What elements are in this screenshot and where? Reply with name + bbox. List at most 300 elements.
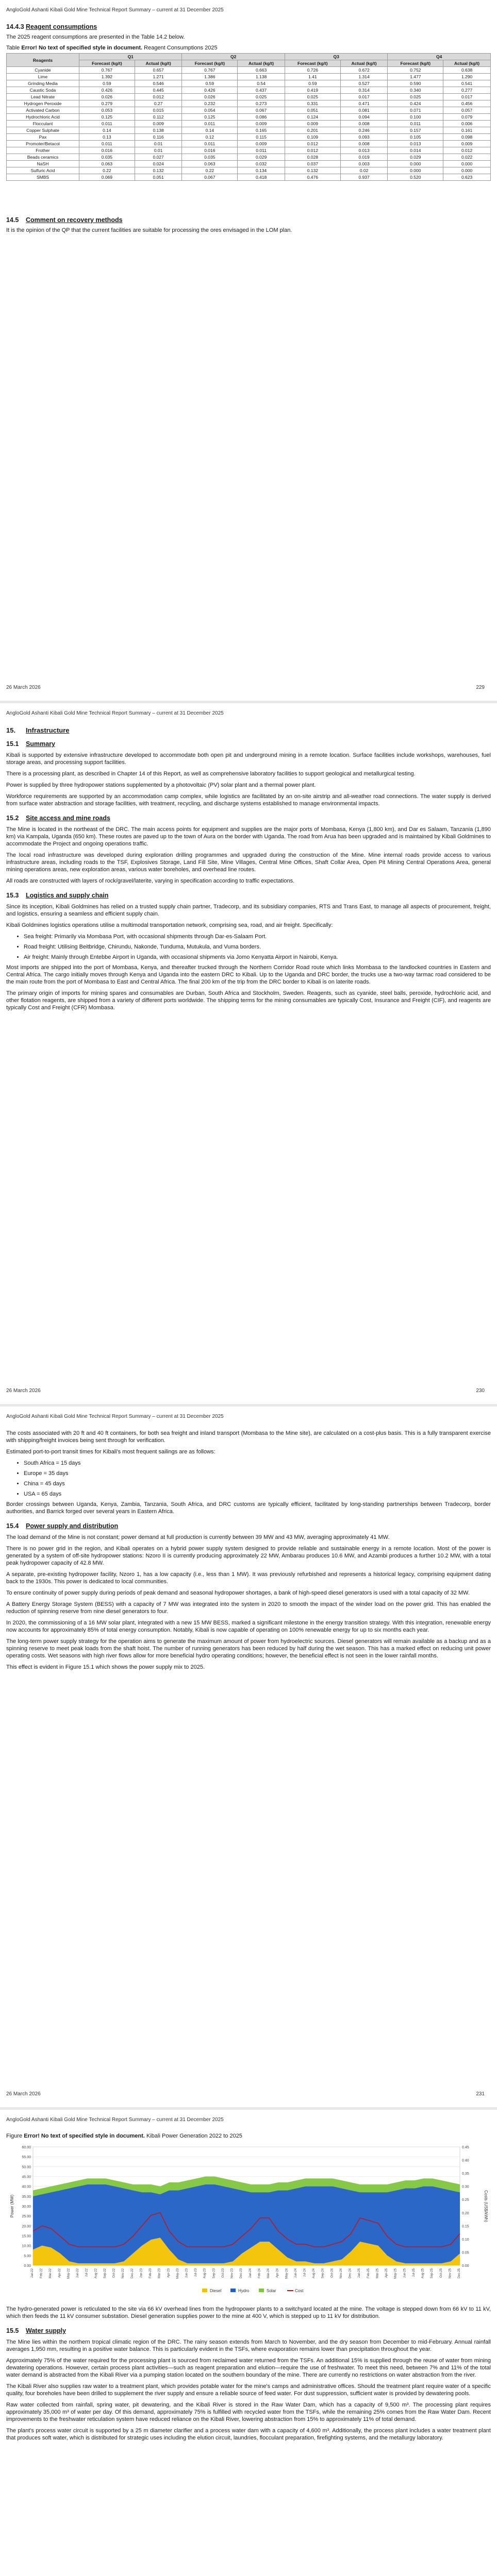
- list-item: • China = 45 days: [24, 1480, 491, 1487]
- table-cell: 0.000: [388, 167, 443, 174]
- section-heading-15-2: 15.2 Site access and mine roads: [6, 815, 110, 822]
- table-cell: 1.477: [388, 74, 443, 80]
- y-tick-label: 45.00: [22, 2175, 31, 2179]
- x-tick-label: May-24: [285, 2268, 289, 2279]
- table-cell: 0.13: [79, 134, 135, 141]
- paragraph: A separate, pre-existing hydropower facility, Nzoro 1, has a low capacity (i.e., less than 1 MW). It was previously refurbished and represents a historical legacy, comprising equipment dating back to the 1930s. This power is dedicated to local communities.: [6, 1571, 491, 1585]
- table-row: [7, 114, 491, 121]
- table-cell: 0.471: [340, 100, 388, 107]
- table-cell: 0.456: [443, 100, 491, 107]
- column-header-q3: Q3: [285, 54, 387, 60]
- y-tick-label: 5.00: [24, 2254, 31, 2258]
- table-cell: 0.013: [340, 147, 388, 154]
- column-subheader-forecast: Forecast (kg/t): [79, 60, 135, 67]
- table-cell: 0.028: [285, 154, 340, 161]
- table-row: [7, 107, 491, 114]
- table-cell: 0.767: [182, 67, 238, 74]
- table-cell: 0.026: [182, 94, 238, 100]
- y2-tick-label: 0.40: [462, 2159, 469, 2163]
- table-cell: 0.029: [238, 154, 285, 161]
- column-header-q1: Q1: [79, 54, 182, 60]
- table-cell: 0.112: [135, 114, 182, 121]
- reagent-name: Lime: [7, 74, 79, 80]
- table-cell: 0.051: [135, 174, 182, 181]
- reagent-name: Beads ceramics: [7, 154, 79, 161]
- table-cell: 0.012: [285, 141, 340, 147]
- table-cell: 1.271: [135, 74, 182, 80]
- y-tick-label: 55.00: [22, 2156, 31, 2160]
- column-subheader-forecast: Forecast (kg/t): [388, 60, 443, 67]
- table-cell: 0.011: [79, 141, 135, 147]
- table-row: [7, 141, 491, 147]
- table-cell: 0.012: [135, 94, 182, 100]
- table-row: [7, 147, 491, 154]
- table-cell: 0.053: [79, 107, 135, 114]
- table-cell: 0.12: [182, 134, 238, 141]
- x-tick-label: Sep-22: [103, 2268, 107, 2279]
- footer-date: 26 March 2026: [6, 685, 41, 690]
- table-cell: 1.41: [285, 74, 340, 80]
- column-header-reagents: Reagents: [7, 54, 79, 67]
- reagent-name: Caustic Soda: [7, 87, 79, 94]
- x-tick-label: May-23: [176, 2268, 179, 2279]
- reagent-name: Cyanide: [7, 67, 79, 74]
- table-cell: 0.057: [443, 107, 491, 114]
- page-header: AngloGold Ashanti Kibali Gold Mine Technical Report Summary – current at 31 December 2025: [6, 710, 224, 716]
- x-tick-label: Mar-22: [49, 2268, 53, 2279]
- x-tick-label: Nov-25: [449, 2268, 452, 2279]
- x-tick-label: Dec-23: [240, 2268, 243, 2279]
- y-tick-label: 25.00: [22, 2215, 31, 2219]
- table-cell: 0.009: [238, 141, 285, 147]
- table-row: [7, 154, 491, 161]
- section-heading-14-5: 14.5 Comment on recovery methods: [6, 216, 123, 224]
- table-cell: 0.59: [285, 80, 340, 87]
- list-item: • Sea freight: Primarily via Mombasa Port, with occasional shipments through Dar-es-Salaam Port.: [24, 933, 491, 940]
- table-cell: 0.009: [285, 121, 340, 127]
- table-cell: 0.767: [79, 67, 135, 74]
- table-cell: 0.019: [340, 154, 388, 161]
- legend-label-diesel: Diesel: [210, 2289, 222, 2293]
- table-row: [7, 74, 491, 80]
- table-cell: 0.541: [443, 80, 491, 87]
- table-cell: 0.009: [135, 121, 182, 127]
- x-tick-label: Jan-22: [31, 2268, 34, 2278]
- x-tick-label: Nov-24: [339, 2268, 343, 2279]
- x-tick-label: Sep-24: [321, 2268, 325, 2279]
- table-cell: 0.000: [388, 161, 443, 167]
- x-tick-label: Apr-25: [385, 2268, 389, 2278]
- reagent-name: Activated Carbon: [7, 107, 79, 114]
- table-cell: 0.098: [443, 134, 491, 141]
- list-item: • South Africa = 15 days: [24, 1460, 491, 1467]
- column-header-q2: Q2: [182, 54, 285, 60]
- paragraph: Estimated port-to-port transit times for Kibali's most frequent sailings are as follows:: [6, 1449, 216, 1455]
- table-cell: 0.22: [79, 167, 135, 174]
- column-subheader-actual: Actual (kg/t): [340, 60, 388, 67]
- x-tick-label: Jun-25: [403, 2268, 407, 2278]
- y2-tick-label: 0.00: [462, 2264, 469, 2268]
- table-cell: 0.165: [238, 127, 285, 134]
- table-cell: 0.437: [238, 87, 285, 94]
- table-cell: 0.273: [238, 100, 285, 107]
- table-cell: 0.138: [135, 127, 182, 134]
- table-cell: 0.012: [285, 147, 340, 154]
- page-header: AngloGold Ashanti Kibali Gold Mine Technical Report Summary – current at 31 December 2025: [6, 1414, 224, 1419]
- paragraph: Border crossings between Uganda, Kenya, Zambia, Tanzania, South Africa, and DRC customs are typically efficient, facilitated by long-standing partnerships between Tradecorp, border authorities, and Barrick forged over several years in Eastern Africa.: [6, 1501, 491, 1515]
- paragraph: Workforce requirements are supported by an accommodation camp complex, while logistics are facilitated by an on-site airstrip and all-weather road connections. The water supply is derived from surface water abstraction and storage facilities, with treatment, recycling, and discharge systems established to manage environmental impacts.: [6, 793, 491, 807]
- reagent-name: Promoter/Betacol: [7, 141, 79, 147]
- y-tick-label: 50.00: [22, 2165, 31, 2170]
- section-heading-15-1: 15.1 Summary: [6, 740, 55, 748]
- table-subheader-row: [7, 60, 491, 67]
- table-cell: 0.426: [79, 87, 135, 94]
- table-cell: 0.657: [135, 67, 182, 74]
- paragraph: To ensure continuity of power supply during periods of peak demand and seasonal hydropower shortages, a bank of high-speed diesel generators is used with a total capacity of 32 MW.: [6, 1590, 470, 1596]
- table-cell: 0.01: [135, 147, 182, 154]
- table-cell: 0.063: [182, 161, 238, 167]
- table-cell: 0.100: [388, 114, 443, 121]
- x-tick-label: Sep-25: [430, 2268, 434, 2279]
- table-cell: 0.013: [388, 141, 443, 147]
- table-cell: 0.003: [340, 161, 388, 167]
- y2-tick-label: 0.15: [462, 2225, 469, 2229]
- table-cell: 0.638: [443, 67, 491, 74]
- table-cell: 0.094: [340, 114, 388, 121]
- table-cell: 0.132: [135, 167, 182, 174]
- x-tick-label: Jun-23: [185, 2268, 189, 2278]
- paragraph: There is no power grid in the region, and Kibali operates on a hybrid power supply system designed to provide reliable and sustainable energy in a remote location. Most of the power is generated by a system of off-site hydropower stations: Nzoro II is currently producing approximately 22 MW, Ambarau produces 10.6 MW, and Azambi produces a further 10.2 MW, with a total peak hydropower capacity of 42.8 MW.: [6, 1546, 491, 1566]
- table-row: [7, 94, 491, 100]
- y-axis-label: Power (MW): [10, 2194, 14, 2218]
- table-cell: 0.086: [238, 114, 285, 121]
- table-cell: 0.011: [79, 121, 135, 127]
- footer-date: 26 March 2026: [6, 1388, 41, 1394]
- table-cell: 0.331: [285, 100, 340, 107]
- table-cell: 0.024: [135, 161, 182, 167]
- list-item: • USA = 65 days: [24, 1490, 491, 1498]
- x-tick-label: Jun-22: [76, 2268, 80, 2278]
- reagent-name: Grinding Media: [7, 80, 79, 87]
- x-tick-label: Jul-22: [85, 2268, 89, 2277]
- table-cell: 0.125: [79, 114, 135, 121]
- y2-tick-label: 0.45: [462, 2146, 469, 2149]
- table-cell: 0.109: [285, 134, 340, 141]
- table-row: [7, 67, 491, 74]
- transit-list: [6, 1460, 491, 1498]
- x-tick-label: Mar-25: [376, 2268, 379, 2279]
- x-tick-label: Mar-24: [267, 2268, 271, 2279]
- table-cell: 0.016: [79, 147, 135, 154]
- x-tick-label: May-25: [394, 2268, 397, 2279]
- y-tick-label: 60.00: [22, 2146, 31, 2149]
- x-tick-label: Jan-24: [248, 2268, 252, 2278]
- table-cell: 0.201: [285, 127, 340, 134]
- table-row: [7, 134, 491, 141]
- reagent-name: Pax: [7, 134, 79, 141]
- column-subheader-forecast: Forecast (kg/t): [182, 60, 238, 67]
- paragraph: Kibali is supported by extensive infrastructure developed to accommodate both open pit and underground mining in a remote location. Surface facilities include workshops, warehouses, fuel storage areas, and processing support facilities.: [6, 752, 491, 766]
- x-tick-label: Oct-22: [112, 2268, 116, 2278]
- table-cell: 0.017: [340, 94, 388, 100]
- paragraph: The costs associated with 20 ft and 40 ft containers, for both sea freight and inland transport (Mombasa to the Mine site), are calculated on a cost-plus basis. This is a fully transparent exercise with shipping/freight invoices being sent through for verification.: [6, 1430, 491, 1444]
- table-cell: 0.527: [340, 80, 388, 87]
- x-tick-label: Dec-25: [458, 2268, 461, 2279]
- table-cell: 0.125: [182, 114, 238, 121]
- power-generation-chart: [6, 2142, 491, 2299]
- y2-tick-label: 0.10: [462, 2238, 469, 2242]
- reagent-name: Frother: [7, 147, 79, 154]
- page-number: 231: [476, 2091, 485, 2097]
- reagent-name: Lead Nitrate: [7, 94, 79, 100]
- x-tick-label: Jul-23: [194, 2268, 198, 2277]
- table-cell: 0.008: [340, 141, 388, 147]
- table-cell: 0.063: [79, 161, 135, 167]
- y-tick-label: 20.00: [22, 2225, 31, 2229]
- x-tick-label: Aug-23: [203, 2268, 207, 2279]
- table-cell: 0.067: [238, 107, 285, 114]
- table-cell: 0.071: [388, 107, 443, 114]
- reagent-name: Copper Sulphate: [7, 127, 79, 134]
- y2-tick-label: 0.20: [462, 2211, 469, 2215]
- table-cell: 0.157: [388, 127, 443, 134]
- table-cell: 1.314: [340, 74, 388, 80]
- table-header-row: [7, 54, 491, 60]
- table-cell: 0.672: [340, 67, 388, 74]
- table-cell: 0.424: [388, 100, 443, 107]
- x-tick-label: Feb-22: [40, 2268, 43, 2279]
- paragraph: The long-term power supply strategy for the operation aims to generate the maximum amount of power from hydroelectric sources. Diesel generators will remain available as a backup and as a spinning reserve to meet peak loads from the shaft hoist. The number of running generators has been reduced by half during the wet season. This has a marked effect on reducing unit power operating costs. Wet seasons with high river flows allow for more beneficial hydro operating conditions; however, the beneficial effect is not seen in the lower rainfall months.: [6, 1638, 491, 1659]
- page-231: [0, 1406, 497, 2107]
- table-cell: 0.035: [79, 154, 135, 161]
- table-cell: 0.937: [340, 174, 388, 181]
- x-tick-label: Apr-23: [167, 2268, 171, 2278]
- x-tick-label: Aug-24: [312, 2268, 316, 2279]
- section-heading-15-4: 15.4 Power supply and distribution: [6, 1522, 119, 1530]
- reagent-name: Hydrochloric Acid: [7, 114, 79, 121]
- paragraph: The Kibali River also supplies raw water to a treatment plant, which provides potable water for the mine's camps and administrative offices. Should the treatment plant require water of a specific quality, four boreholes have been drilled to supplement the river supply and ensure a reliable source of feed water. For dust suppression, sufficient water is provided by dewatering pools.: [6, 2383, 491, 2397]
- y-tick-label: 40.00: [22, 2185, 31, 2189]
- page-header: AngloGold Ashanti Kibali Gold Mine Technical Report Summary – current at 31 December 2025: [6, 7, 224, 13]
- paragraph: Power is supplied by three hydropower stations supplemented by a photovoltaic (PV) solar plant and a thermal power plant.: [6, 782, 316, 788]
- paragraph: The plant's process water circuit is supported by a 25 m diameter clarifier and a process water dam with a capacity of 4,600 m³. Additionally, the process plant includes a water treatment plant that produces soft water, which is distributed for strategic uses including the elution circuit, laundries, flocculant preparation, firefighting systems, and the metallurgy laboratory.: [6, 2428, 491, 2441]
- column-subheader-forecast: Forecast (kg/t): [285, 60, 340, 67]
- section-heading-14-4-3: 14.4.3 Reagent consumptions: [6, 23, 97, 30]
- table-cell: 0.035: [182, 154, 238, 161]
- table-cell: 0.015: [135, 107, 182, 114]
- table-cell: 0.14: [182, 127, 238, 134]
- figure-caption: Figure Error! No text of specified style in document. Kibali Power Generation 2022 to 2025: [6, 2133, 242, 2139]
- table-row: [7, 167, 491, 174]
- x-tick-label: Nov-22: [122, 2268, 125, 2279]
- table-cell: 0.59: [79, 80, 135, 87]
- table-cell: 0.59: [182, 80, 238, 87]
- x-tick-label: Mar-23: [158, 2268, 161, 2279]
- x-tick-label: Aug-22: [94, 2268, 98, 2279]
- table-cell: 0.081: [340, 107, 388, 114]
- x-tick-label: Feb-24: [258, 2268, 261, 2279]
- y2-tick-label: 0.25: [462, 2198, 469, 2202]
- legend-swatch-hydro: [230, 2289, 236, 2292]
- paragraph: Raw water collected from rainfall, spring water, pit dewatering, and the Kibali River is stored in the Raw Water Dam, which has a capacity of 9,500 m³. The processing plant requires approximately 35,000 m³ of water per day. Of this demand, approximately 75% is fulfilled with recycled water from the TSFs, while the remaining 25% comes from the Raw Water Dam. Recent improvements to the freshwater reticulation system have reduced reliance on the Kibali River, lowering abstraction from 15% to approximately 11% of total demand.: [6, 2402, 491, 2422]
- table-cell: 0.14: [79, 127, 135, 134]
- table-cell: 0.54: [238, 80, 285, 87]
- table-cell: 0.246: [340, 127, 388, 134]
- page-230: [0, 703, 497, 1404]
- table-row: [7, 127, 491, 134]
- x-tick-label: Aug-25: [421, 2268, 425, 2279]
- table-cell: 0.032: [238, 161, 285, 167]
- section-heading-15-3: 15.3 Logistics and supply chain: [6, 892, 109, 899]
- table-cell: 0.016: [182, 147, 238, 154]
- table-cell: 0.105: [388, 134, 443, 141]
- table-caption: Table Error! No text of specified style in document. Reagent Consumptions 2025: [6, 45, 218, 51]
- legend-swatch-diesel: [202, 2289, 207, 2292]
- list-item: • Europe = 35 days: [24, 1470, 491, 1477]
- table-cell: 0.011: [182, 121, 238, 127]
- paragraph: There is a processing plant, as described in Chapter 14 of this Report, as well as comprehensive laboratory facilities to support geological and metallurgical testing.: [6, 771, 416, 777]
- table-cell: 0.426: [182, 87, 238, 94]
- table-cell: 0.340: [388, 87, 443, 94]
- table-cell: 0.009: [443, 141, 491, 147]
- x-tick-label: Jul-25: [412, 2268, 416, 2277]
- x-tick-label: Oct-25: [439, 2268, 443, 2278]
- table-cell: 0.093: [340, 134, 388, 141]
- table-cell: 0.01: [135, 141, 182, 147]
- x-tick-label: Nov-23: [230, 2268, 234, 2279]
- table-row: [7, 87, 491, 94]
- table-cell: 0.000: [443, 167, 491, 174]
- table-cell: 0.590: [388, 80, 443, 87]
- table-cell: 0.520: [388, 174, 443, 181]
- page-232: [0, 2110, 497, 2576]
- table-cell: 0.017: [443, 94, 491, 100]
- table-cell: 0.134: [238, 167, 285, 174]
- paragraph: All roads are constructed with layers of rock/gravel/laterite, varying in specification according to traffic expectations.: [6, 878, 295, 884]
- table-cell: 0.752: [388, 67, 443, 74]
- column-subheader-actual: Actual (kg/t): [135, 60, 182, 67]
- x-tick-label: Apr-24: [276, 2268, 279, 2278]
- reagent-name: NaSH: [7, 161, 79, 167]
- legend-label-solar: Solar: [267, 2289, 276, 2293]
- table-cell: 0.124: [285, 114, 340, 121]
- table-cell: 0.623: [443, 174, 491, 181]
- list-item: • Air freight: Mainly through Entebbe Airport in Uganda, with occasional shipments via Jomo Kenyatta Airport in Nairobi, Kenya.: [24, 954, 491, 961]
- table-cell: 0.008: [340, 121, 388, 127]
- y-tick-label: 35.00: [22, 2195, 31, 2199]
- paragraph: Since its inception, Kibali Goldmines has relied on a trusted supply chain partner, Tradecorp, and its subsidiary companies, RTS and Trans East, to manage all aspects of procurement, freight, and logistics, ensuring a seamless and efficient supply chain.: [6, 904, 491, 917]
- paragraph: It is the opinion of the QP that the current facilities are suitable for processing the ores envisaged in the LOM plan.: [6, 227, 292, 233]
- table-cell: 0.445: [135, 87, 182, 94]
- x-tick-label: Dec-24: [349, 2268, 352, 2279]
- table-row: [7, 80, 491, 87]
- paragraph: The primary origin of imports for mining spares and consumables are Durban, South Africa and Stockholm, Sweden. Reagents, such as cyanide, steel balls, peroxide, hydrochloric acid, and other flotation reagents, are shipped from a variety of different ports worldwide. The shipping terms for the mining consumables are typically Cost, Insurance and Freight (CIF), and reagents are typically Cost and Freight (CFR) Mombasa.: [6, 990, 491, 1011]
- column-header-q4: Q4: [388, 54, 491, 60]
- footer-date: 26 March 2026: [6, 2091, 41, 2097]
- table-cell: 0.27: [135, 100, 182, 107]
- table-cell: 0.663: [238, 67, 285, 74]
- y2-tick-label: 0.35: [462, 2172, 469, 2176]
- paragraph: A Battery Energy Storage System (BESS) with a capacity of 7 MW was integrated into the system in 2020 to smooth the impact of the winder load on the power grid. This has enabled the reduction of spinning reserve from nine diesel generators to four.: [6, 1601, 491, 1615]
- table-cell: 0.000: [443, 161, 491, 167]
- table-cell: 0.025: [238, 94, 285, 100]
- table-cell: 0.116: [135, 134, 182, 141]
- table-cell: 0.22: [182, 167, 238, 174]
- table-cell: 0.02: [340, 167, 388, 174]
- list-item: • Road freight: Utilising Beitbridge, Chirundu, Nakonde, Tunduma, Mutukula, and Vuma borders.: [24, 943, 491, 951]
- table-cell: 0.027: [135, 154, 182, 161]
- table-cell: 0.037: [285, 161, 340, 167]
- x-tick-label: Feb-23: [149, 2268, 153, 2279]
- paragraph: The local road infrastructure was developed during exploration drilling programmes and upgraded during the construction of the Mine. Mine internal roads provide access to various infrastructure areas, including roads to the TSF, Explosives Storage, Land Fill Site, Mine Villages, Central Mine Offices, Shaft Collar Area, Open Pit Mining Central Operations Area, general mining operations areas, new exploration areas, various water boreholes, and overhead line routes.: [6, 852, 491, 873]
- x-tick-label: Jun-24: [294, 2268, 297, 2278]
- table-cell: 0.546: [135, 80, 182, 87]
- y-tick-label: 15.00: [22, 2234, 31, 2239]
- section-heading-15: 15. Infrastructure: [6, 726, 70, 734]
- table-cell: 0.022: [443, 154, 491, 161]
- table-row: [7, 100, 491, 107]
- x-tick-label: Jul-24: [303, 2268, 307, 2277]
- x-tick-label: Sep-23: [212, 2268, 216, 2279]
- y2-axis-label: Costs (US$/kWh): [484, 2190, 488, 2222]
- x-tick-label: Feb-25: [367, 2268, 370, 2279]
- table-cell: 0.012: [443, 147, 491, 154]
- paragraph: The Mine lies within the northern tropical climatic region of the DRC. The rainy season extends from March to November, and the dry season from December to mid-February. Annual rainfall averages 1,950 mm, resulting in a positive water balance. This is particularly evident in the TSFs, where evaporation remains lower than precipitation throughout the year.: [6, 2339, 491, 2352]
- table-cell: 0.069: [79, 174, 135, 181]
- table-cell: 0.011: [238, 147, 285, 154]
- table-cell: 0.418: [238, 174, 285, 181]
- table-cell: 0.051: [285, 107, 340, 114]
- reagent-name: SMBS: [7, 174, 79, 181]
- table-cell: 0.314: [340, 87, 388, 94]
- x-tick-label: Oct-23: [221, 2268, 225, 2278]
- paragraph: The hydro-generated power is reticulated to the site via 66 kV overhead lines from the hydropower plants to a switchyard located at the mine. The voltage is stepped down from 66 kV to 11 kV, which then feeds the 11 kV consumer substation. Diesel generation supplies power to the mine at 400 V, which is stepped up to 11 kV for distribution.: [6, 2306, 491, 2319]
- legend-label-hydro: Hydro: [238, 2289, 250, 2293]
- paragraph: Kibali Goldmines logistics operations utilise a multimodal transportation network, comprising sea, road, and air freight. Specifically:: [6, 922, 333, 928]
- table-cell: 0.029: [388, 154, 443, 161]
- table-cell: 0.011: [182, 141, 238, 147]
- y2-tick-label: 0.05: [462, 2251, 469, 2255]
- table-cell: 0.079: [443, 114, 491, 121]
- legend-swatch-solar: [259, 2289, 264, 2292]
- table-cell: 0.419: [285, 87, 340, 94]
- table-cell: 0.161: [443, 127, 491, 134]
- y2-tick-label: 0.30: [462, 2185, 469, 2189]
- column-subheader-actual: Actual (kg/t): [443, 60, 491, 67]
- x-tick-label: Jan-25: [358, 2268, 361, 2278]
- table-cell: 0.232: [182, 100, 238, 107]
- page-header: AngloGold Ashanti Kibali Gold Mine Technical Report Summary – current at 31 December 2025: [6, 2117, 224, 2123]
- x-tick-label: Jan-23: [140, 2268, 143, 2278]
- x-tick-label: Apr-22: [58, 2268, 61, 2278]
- table-cell: 1.138: [238, 74, 285, 80]
- table-cell: 0.025: [388, 94, 443, 100]
- y-tick-label: 10.00: [22, 2244, 31, 2248]
- paragraph: Approximately 75% of the water required for the processing plant is sourced from reclaimed water returned from the TSFs. An additional 15% is supplied through the reuse of water from mining dewatering operations. However, certain process plant activities—such as reagent preparation and elution—require the use of freshwater. To meet this need, between 7% and 11% of the total water demand is abstracted from the Kibali River via a pumping station located on the southern boundary of the mine. There are currently no restrictions on water abstraction from the river.: [6, 2358, 491, 2378]
- legend-label-cost: Cost: [295, 2289, 304, 2293]
- y-tick-label: 0.00: [24, 2264, 31, 2268]
- table-row: [7, 161, 491, 167]
- table-cell: 0.006: [443, 121, 491, 127]
- table-cell: 0.025: [285, 94, 340, 100]
- section-heading-15-5: 15.5 Water supply: [6, 2327, 67, 2334]
- reagent-name: Flocculant: [7, 121, 79, 127]
- table-cell: 0.067: [182, 174, 238, 181]
- table-cell: 0.279: [79, 100, 135, 107]
- freight-list: [6, 933, 491, 961]
- table-cell: 1.386: [182, 74, 238, 80]
- x-tick-label: Oct-24: [330, 2268, 334, 2278]
